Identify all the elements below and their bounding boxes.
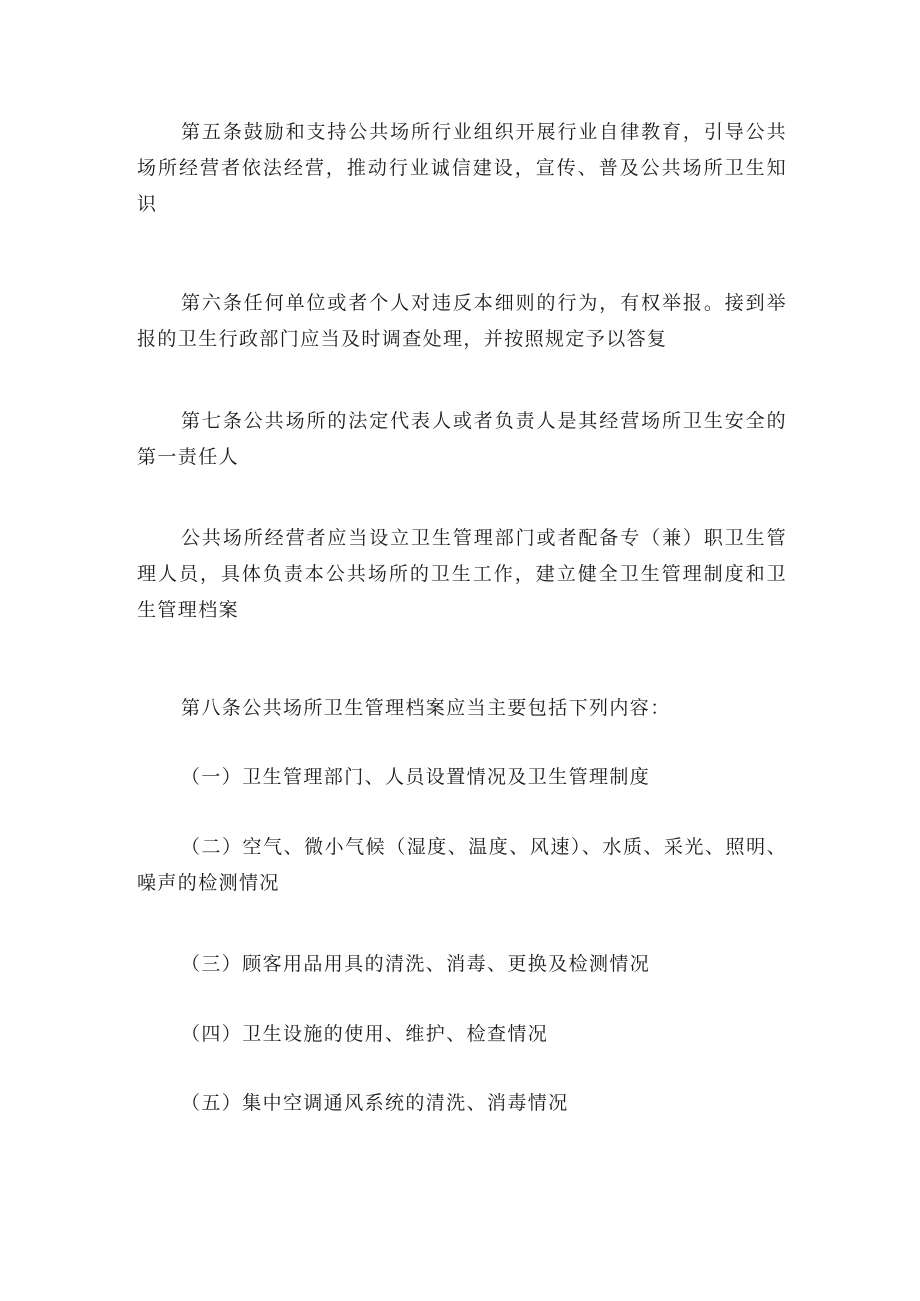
list-item-4: （四）卫生设施的使用、维护、检查情况 — [181, 1023, 549, 1045]
article-7-paragraph: 第七条公共场所的法定代表人或者负责人是其经营场所卫生安全的第一责任人 — [137, 410, 787, 468]
article-5-paragraph: 第五条鼓励和支持公共场所行业组织开展行业自律教育，引导公共场所经营者依法经营，推动行业诚信建设，宣传、普及公共场所卫生知识 — [137, 121, 787, 215]
list-item-3: （三）顾客用品用具的清洗、消毒、更换及检测情况 — [181, 953, 651, 975]
article-7-management-paragraph: 公共场所经营者应当设立卫生管理部门或者配备专（兼）职卫生管理人员，具体负责本公共场所的卫生工作，建立健全卫生管理制度和卫生管理档案 — [137, 527, 787, 621]
list-item-1: （一）卫生管理部门、人员设置情况及卫生管理制度 — [181, 766, 651, 788]
list-item-2: （二）空气、微小气候（湿度、温度、风速）、水质、采光、照明、噪声的检测情况 — [137, 836, 787, 894]
article-6-paragraph: 第六条任何单位或者个人对违反本细则的行为，有权举报。接到举报的卫生行政部门应当及时调查处理，并按照规定予以答复 — [137, 292, 787, 350]
article-8-paragraph: 第八条公共场所卫生管理档案应当主要包括下列内容： — [181, 697, 671, 719]
list-item-5: （五）集中空调通风系统的清洗、消毒情况 — [181, 1092, 569, 1114]
